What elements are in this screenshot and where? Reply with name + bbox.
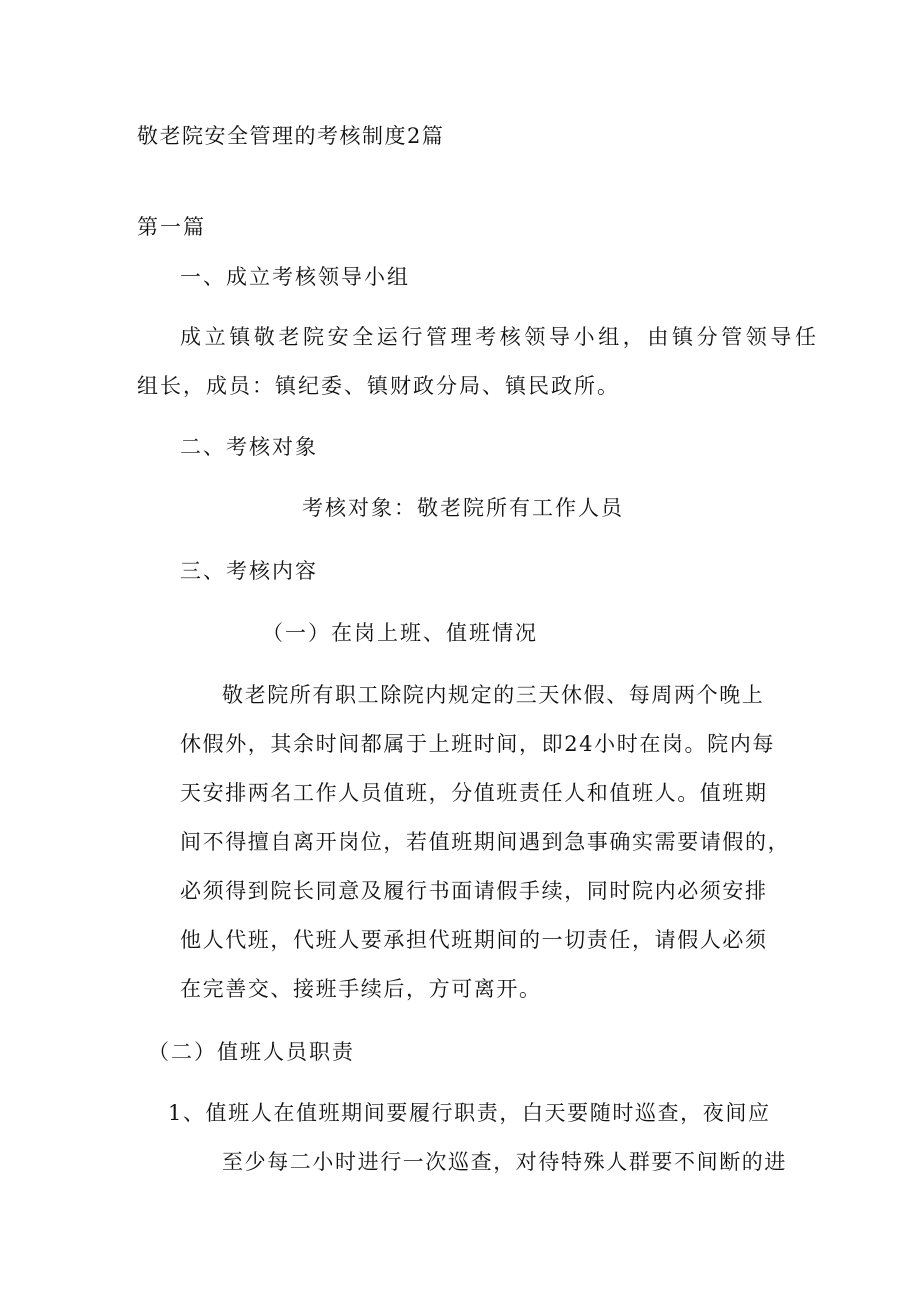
section-3-heading: 三、考核内容: [180, 559, 318, 583]
subsection-1-para-line-6: 他人代班，代班人要承担代班期间的一切责任，请假人必须: [180, 928, 768, 952]
subsection-1-para-line-3: 天安排两名工作人员值班，分值班责任人和值班人。值班期: [180, 781, 768, 805]
subsection-1-para-line-4: 间不得擅自离开岗位，若值班期间遇到急事确实需要请假的，: [180, 830, 791, 854]
section-2-heading: 二、考核对象: [180, 435, 318, 459]
subsection-2-item-1-line-1: 1、值班人在值班期间要履行职责，白天要随时巡查，夜间应: [168, 1101, 771, 1125]
subsection-1-para-line-1: 敬老院所有职工除院内规定的三天休假、每周两个晚上: [222, 683, 765, 707]
subsection-2-item-1-line-2: 至少每二小时进行一次巡查，对待特殊人群要不间断的进: [222, 1150, 787, 1174]
document-title: 敬老院安全管理的考核制度2篇: [137, 124, 445, 148]
subsection-1-para-line-7: 在完善交、接班手续后，方可离开。: [180, 977, 542, 1001]
subsection-1-heading: （一）在岗上班、值班情况: [262, 621, 538, 645]
part-heading: 第一篇: [137, 215, 206, 239]
subsection-1-para-line-5: 必须得到院长同意及履行书面请假手续，同时院内必须安排: [180, 879, 768, 903]
section-1-para-line-1: 成立镇敬老院安全运行管理考核领导小组，由镇分管领导任: [180, 325, 820, 349]
subsection-1-para-line-2: 休假外，其余时间都属于上班时间，即24小时在岗。院内每: [180, 732, 775, 756]
section-1-heading: 一、成立考核领导小组: [180, 265, 410, 289]
section-2-content: 考核对象：敬老院所有工作人员: [302, 496, 624, 520]
section-1-para-line-2: 组长，成员：镇纪委、镇财政分局、镇民政所。: [137, 374, 620, 398]
subsection-2-heading: （二）值班人员职责: [148, 1040, 355, 1064]
